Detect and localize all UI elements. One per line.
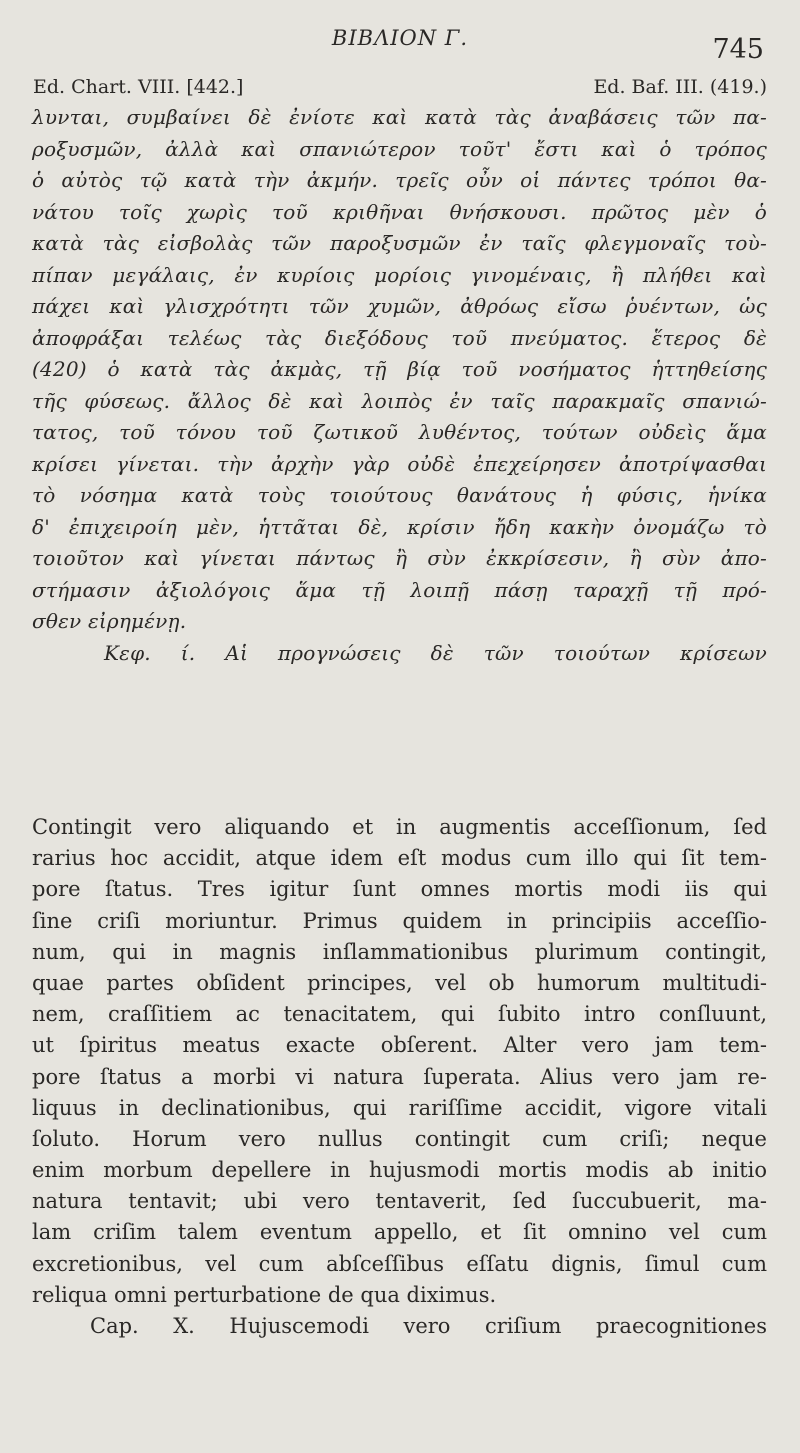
latin-line: ut ſpiritus meatus exacte obſerent. Alter vero jam tem-: [32, 1033, 767, 1058]
greek-line: νάτου τοῖς χωρὶς τοῦ κριθῆναι θνήσκουσι. πρῶτος μὲν ὁ: [32, 199, 767, 224]
edition-basel-reference: Ed. Baf. III. (419.): [593, 76, 767, 98]
latin-line: nem, craſſitiem ac tenacitatem, qui ſubito intro conſluunt,: [32, 1002, 767, 1027]
latin-line: rarius hoc accidit, atque idem eſt modus cum illo qui ſit tem-: [32, 846, 767, 871]
greek-text-block: [32, 102, 767, 669]
latin-line: excretionibus, vel cum abſceſſibus eſſatu dignis, ſimul cum: [32, 1251, 767, 1276]
latin-line: liquus in declinationibus, qui rariſſime accidit, vigore vitali: [32, 1095, 767, 1120]
greek-line: τοιοῦτον καὶ γίνεται πάντως ἢ σὺν ἐκκρίσεσιν, ἢ σὺν ἀπο-: [32, 546, 767, 570]
latin-line: pore ſtatus a morbi vi natura ſuperata. Alius vero jam re-: [32, 1064, 767, 1089]
greek-line: ἀποφράξαι τελέως τὰς διεξόδους τοῦ πνεύματος. ἕτερος δὲ: [32, 325, 767, 350]
page-number: 745: [712, 34, 764, 65]
greek-line: τῆς φύσεως. ἄλλος δὲ καὶ λοιπὸς ἐν ταῖς παρακμαῖς σπανιώ-: [32, 388, 767, 413]
latin-line: lam criſim talem eventum appello, et ſit omnino vel cum: [32, 1220, 767, 1245]
greek-line: τὸ νόσημα κατὰ τοὺς τοιούτους θανάτους ἡ φύσις, ἡνίκα: [32, 483, 767, 507]
greek-line: (420) ὁ κατὰ τὰς ἀκμὰς, τῇ βίᾳ τοῦ νοσήματος ἡττηθείσης: [32, 357, 767, 381]
latin-line: ſine criſi moriuntur. Primus quidem in principiis acceſſio-: [32, 908, 767, 933]
latin-line: quae partes obſident principes, vel ob humorum multitudi-: [32, 970, 767, 995]
latin-chapter-heading: Cap. X. Hujuscemodi vero criſium praecognitiones: [90, 1314, 767, 1338]
greek-chapter-heading: Κεφ. ί. Αἱ προγνώσεις δὲ τῶν τοιούτων κρίσεων: [104, 640, 767, 665]
greek-line: πάχει καὶ γλισχρότητι τῶν χυμῶν, ἀθρόως εἴσω ῥυέντων, ὡς: [32, 294, 767, 318]
latin-line: reliqua omni perturbatione de qua diximus.: [32, 1282, 497, 1307]
greek-line: δ' ἐπιχειροίη μὲν, ἡττᾶται δὲ, κρίσιν ἤδη κακὴν ὀνομάζω τὸ: [32, 514, 767, 539]
latin-line: pore ſtatus. Tres igitur ſunt omnes mortis modi iis qui: [32, 877, 767, 902]
greek-line: σθεν εἰρημένῃ.: [32, 609, 187, 633]
greek-line: λυνται, συμβαίνει δὲ ἐνίοτε καὶ κατὰ τὰς ἀναβάσεις τῶν πα-: [32, 105, 767, 129]
greek-line: τατος, τοῦ τόνου τοῦ ζωτικοῦ λυθέντος, τούτων οὐδεὶς ἅμα: [32, 420, 767, 444]
latin-line: natura tentavit; ubi vero tentaverit, ſed ſuccubuerit, ma-: [32, 1189, 767, 1214]
latin-text-block: [32, 812, 767, 1342]
greek-line: κατὰ τὰς εἰσβολὰς τῶν παροξυσμῶν ἐν ταῖς φλεγμοναῖς τοὺ-: [32, 231, 767, 255]
running-title: ΒΙΒΛΙΟΝ Γ.: [331, 26, 469, 50]
latin-line: ſoluto. Horum vero nullus contingit cum criſi; neque: [32, 1126, 767, 1151]
greek-line: στήμασιν ἀξιολόγοις ἅμα τῇ λοιπῇ πάσῃ ταραχῇ τῇ πρό-: [32, 577, 767, 602]
latin-line: Contingit vero aliquando et in augmentis acceſſionum, ſed: [32, 815, 767, 839]
edition-chart-reference: Ed. Chart. VIII. [442.]: [33, 76, 244, 98]
latin-line: enim morbum depellere in hujusmodi mortis modis ab initio: [32, 1158, 767, 1183]
greek-line: κρίσει γίνεται. τὴν ἀρχὴν γὰρ οὐδὲ ἐπεχείρησεν ἀποτρίψασθαι: [32, 451, 767, 476]
greek-line: ροξυσμῶν, ἀλλὰ καὶ σπανιώτερον τοῦτ' ἔστι καὶ ὁ τρόπος: [32, 136, 767, 161]
greek-line: ὁ αὐτὸς τῷ κατὰ τὴν ἀκμήν. τρεῖς οὖν οἱ πάντες τρόποι θα-: [32, 168, 767, 192]
latin-line: num, qui in magnis inſlammationibus plurimum contingit,: [32, 939, 767, 964]
greek-line: πίπαν μεγάλαις, ἐν κυρίοις μορίοις γινομέναις, ἢ πλήθει καὶ: [32, 262, 767, 287]
